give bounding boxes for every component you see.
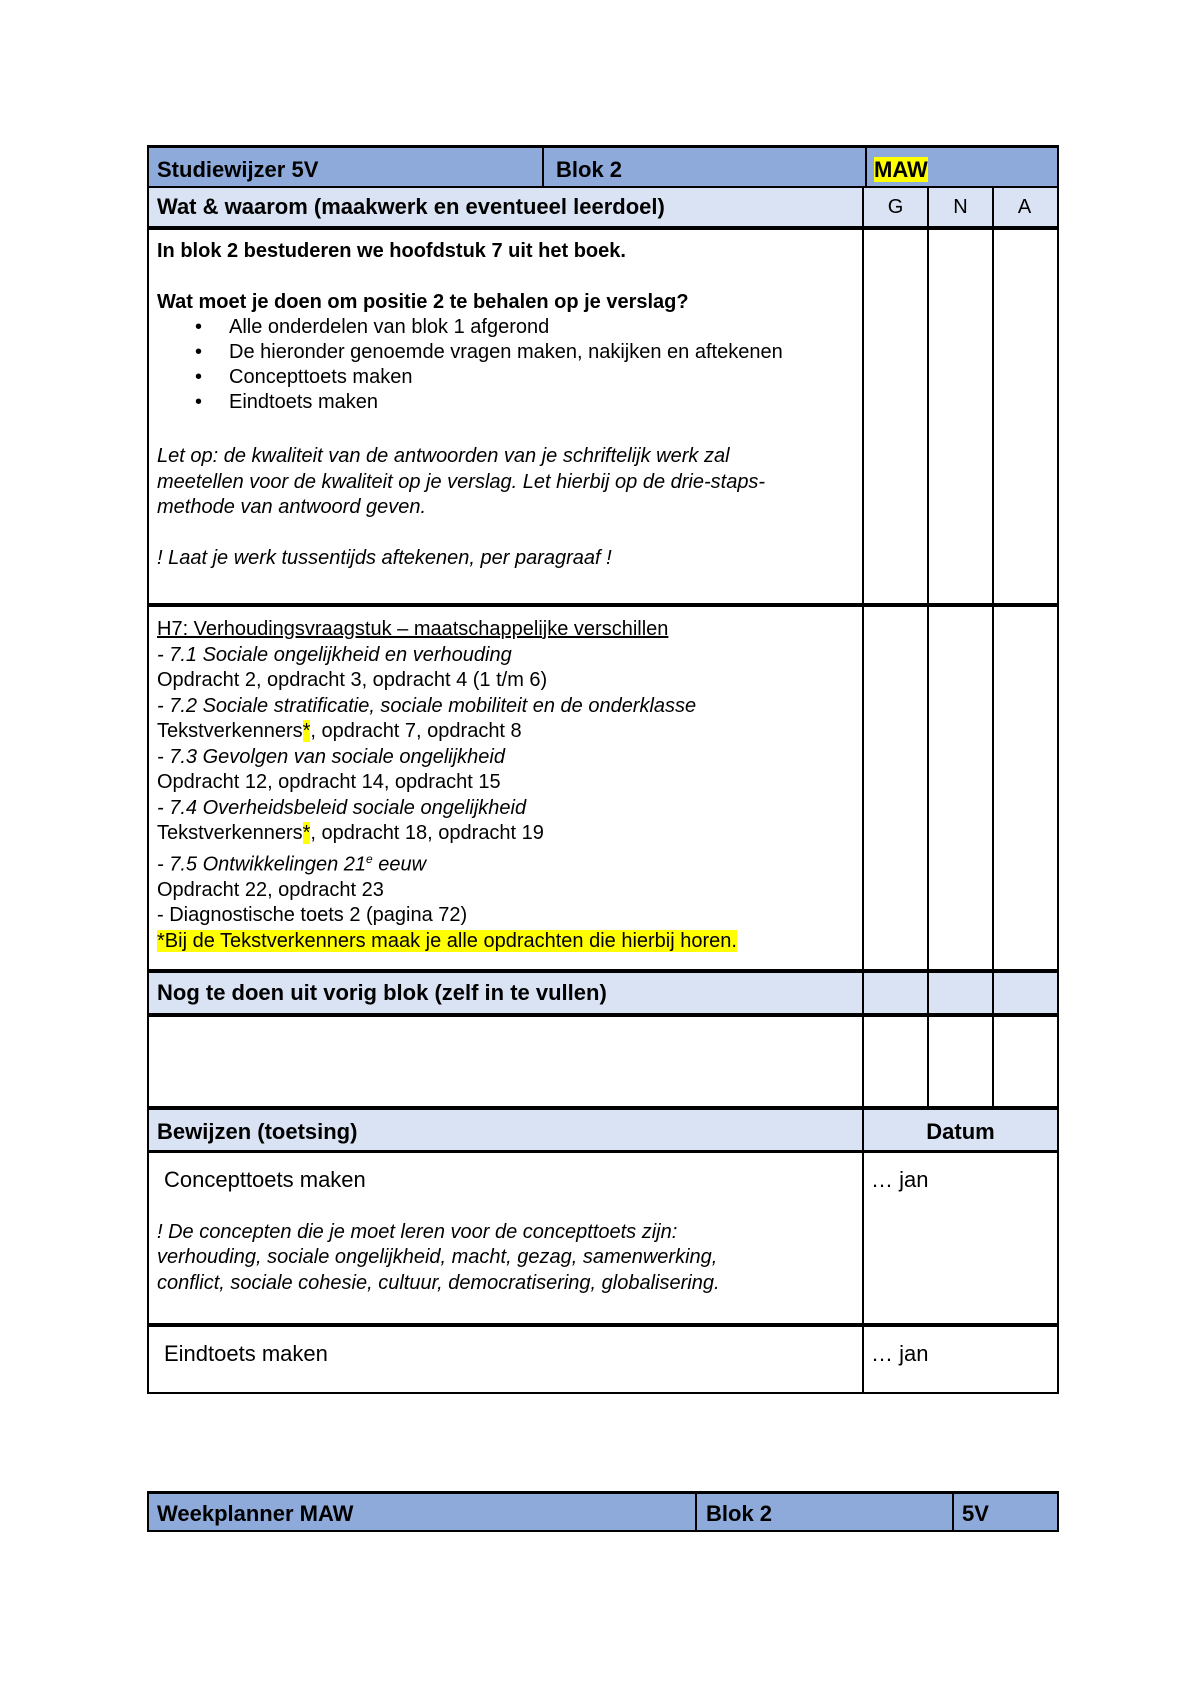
proofs-header xyxy=(147,1110,1059,1150)
proofs-title: Bewijzen (toetsing) xyxy=(157,1119,358,1144)
final-test-row xyxy=(147,1327,1059,1392)
previous-block-input-row[interactable] xyxy=(147,1017,1059,1106)
divider xyxy=(865,148,867,186)
requirements-list xyxy=(157,315,857,415)
final-test-title: Eindtoets maken xyxy=(164,1341,328,1366)
paragraph-title: - 7.4 Overheidsbeleid sociale ongelijkheid xyxy=(157,796,527,819)
concept-test-content xyxy=(157,1153,857,1323)
concept-note: verhouding, sociale ongelijkheid, macht, gezag, samenwerking, xyxy=(157,1246,718,1268)
signoff-note: ! Laat je werk tussentijds aftekenen, per paragraaf ! xyxy=(157,546,612,569)
section-what-why-title: Wat & waarom (maakwerk en eventueel leerdoel) xyxy=(157,194,665,219)
previous-block-title: Nog te doen uit vorig blok (zelf in te vullen) xyxy=(157,980,607,1005)
concept-note: conflict, sociale cohesie, cultuur, democratisering, globalisering. xyxy=(157,1271,720,1294)
chapter-title: H7: Verhoudingsvraagstuk – maatschappelijke verschillen xyxy=(157,618,669,640)
intro-row xyxy=(147,230,1059,603)
column-g-label: G xyxy=(887,196,904,218)
chapter-row xyxy=(147,607,1059,969)
paragraph-tasks: Opdracht 12, opdracht 14, opdracht 15 xyxy=(157,771,501,793)
footnote: *Bij de Tekstverkenners maak je alle opdrachten die hierbij horen. xyxy=(157,929,737,952)
weekplanner-header-row xyxy=(147,1494,1059,1530)
list-item: • De hieronder genoemde vragen maken, nakijken en aftekenen xyxy=(229,340,857,365)
section-what-why-header xyxy=(147,188,1059,226)
quality-note: Let op: de kwaliteit van de antwoorden van je schriftelijk werk zal xyxy=(157,445,730,467)
concept-test-row xyxy=(147,1153,1059,1323)
intro-content xyxy=(157,230,857,603)
weekplanner-class: 5V xyxy=(962,1501,989,1526)
chapter-content xyxy=(157,607,857,969)
quality-note: meetellen voor de kwaliteit op je verslag. Let hierbij op de drie-staps- xyxy=(157,470,766,493)
intro-question: Wat moet je doen om positie 2 te behalen op je verslag? xyxy=(157,291,689,313)
weekplanner-title: Weekplanner MAW xyxy=(157,1501,354,1526)
header-subject: MAW xyxy=(874,157,928,182)
weekplanner-table xyxy=(147,1491,1059,1532)
quality-note: methode van antwoord geven. xyxy=(157,496,427,518)
header-title: Studiewijzer 5V xyxy=(157,157,319,182)
paragraph-title: - 7.5 Ontwikkelingen 21e eeuw xyxy=(157,851,427,876)
previous-block-header xyxy=(147,973,1059,1013)
column-a-label: A xyxy=(1017,196,1032,218)
list-item: • Eindtoets maken xyxy=(229,390,857,415)
intro-line: In blok 2 bestuderen we hoofdstuk 7 uit het boek. xyxy=(157,240,626,262)
paragraph-tasks: Opdracht 2, opdracht 3, opdracht 4 (1 t/m 6) xyxy=(157,669,548,691)
list-item: • Alle onderdelen van blok 1 afgerond xyxy=(229,315,857,340)
paragraph-title: - 7.2 Sociale stratificatie, sociale mobiliteit en de onderklasse xyxy=(157,694,697,717)
list-item: • Concepttoets maken xyxy=(229,365,857,390)
footnote-marker: * xyxy=(302,822,311,844)
paragraph-tasks: Tekstverkenners*, opdracht 18, opdracht 19 xyxy=(157,822,544,844)
diagnostic-test: - Diagnostische toets 2 (pagina 72) xyxy=(157,904,468,927)
concept-note: ! De concepten die je moet leren voor de concepttoets zijn: xyxy=(157,1220,678,1243)
paragraph-tasks: Tekstverkenners*, opdracht 7, opdracht 8 xyxy=(157,720,522,742)
divider xyxy=(542,148,544,186)
footnote-marker: * xyxy=(302,720,311,742)
paragraph-title: - 7.1 Sociale ongelijkheid en verhouding xyxy=(157,643,512,666)
date-header: Datum xyxy=(926,1119,995,1144)
paragraph-tasks: Opdracht 22, opdracht 23 xyxy=(157,878,384,901)
header-row xyxy=(147,148,1059,186)
header-block: Blok 2 xyxy=(556,157,623,182)
header-subject-cell xyxy=(874,148,928,186)
weekplanner-block: Blok 2 xyxy=(706,1501,773,1526)
studiewijzer-table xyxy=(147,145,1059,1394)
concept-test-title: Concepttoets maken xyxy=(164,1167,366,1192)
concept-test-date: … jan xyxy=(871,1167,929,1192)
final-test-date: … jan xyxy=(871,1341,929,1366)
paragraph-title: - 7.3 Gevolgen van sociale ongelijkheid xyxy=(157,745,505,768)
column-n-label: N xyxy=(953,196,968,218)
